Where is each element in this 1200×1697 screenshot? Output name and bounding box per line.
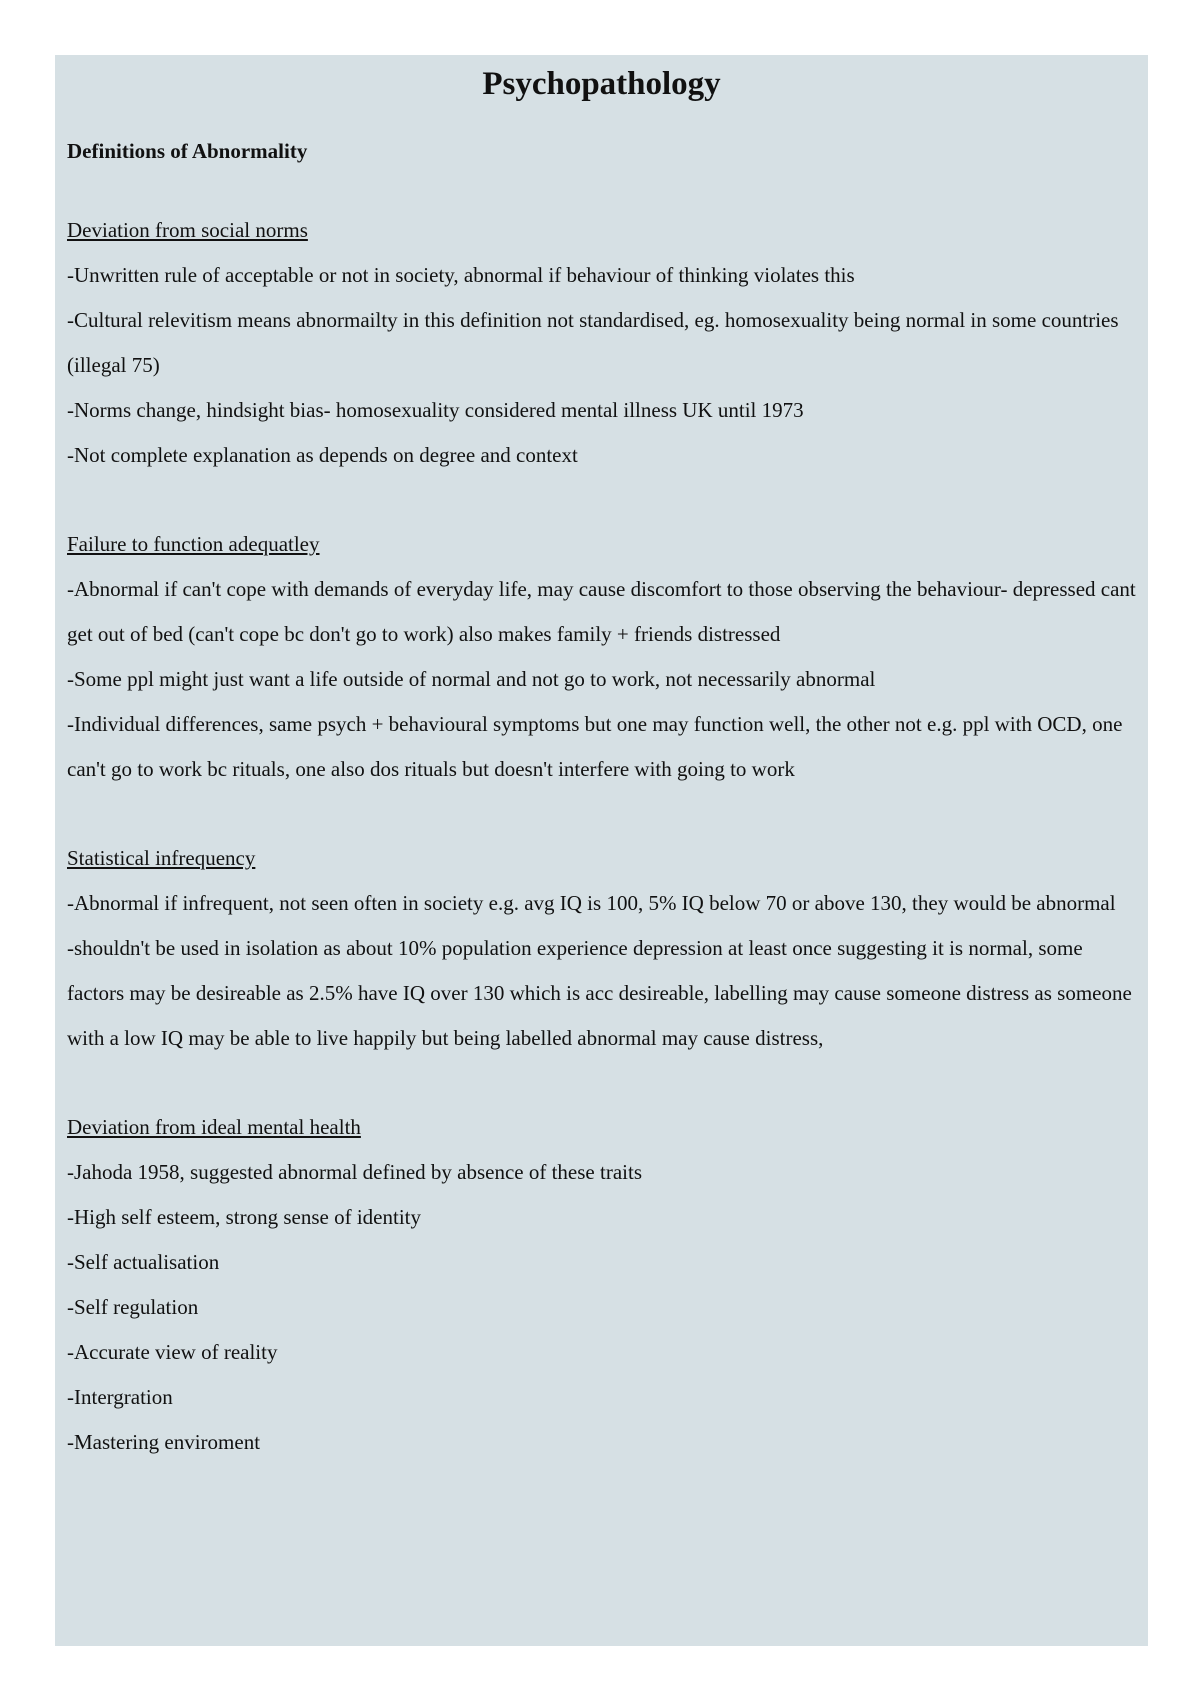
page-subtitle: Definitions of Abnormality bbox=[67, 138, 308, 163]
section-heading: Statistical infrequency bbox=[67, 845, 256, 870]
section-failure-to-function bbox=[67, 522, 1136, 792]
document-page bbox=[55, 55, 1148, 1646]
bullet-line: -Abnormal if can't cope with demands of everyday life, may cause discomfort to those observing the behaviour- depressed cant get out of bed (can't cope bc don't go to work) also makes family + friends distressed bbox=[67, 576, 1136, 646]
bullet-line: -Unwritten rule of acceptable or not in society, abnormal if behaviour of thinking violates this bbox=[67, 262, 855, 287]
bullet-line: -Some ppl might just want a life outside of normal and not go to work, not necessarily abnormal bbox=[67, 666, 876, 691]
bullet-line: -shouldn't be used in isolation as about 10% population experience depression at least once suggesting it is normal, some factors may be desireable as 2.5% have IQ over 130 which is acc desireable, labelling may cause someone distress as someone with a low IQ may be able to live happily but being labelled abnormal may cause distress, bbox=[67, 935, 1132, 1050]
bullet-line: -Self actualisation bbox=[67, 1249, 220, 1274]
page-title: Psychopathology bbox=[482, 66, 721, 102]
section-social-norms bbox=[67, 208, 1136, 478]
section-ideal-mental-health bbox=[67, 1105, 1136, 1465]
bullet-line: -Norms change, hindsight bias- homosexuality considered mental illness UK until 1973 bbox=[67, 397, 804, 422]
section-heading: Deviation from social norms bbox=[67, 217, 308, 242]
bullet-line: -High self esteem, strong sense of identity bbox=[67, 1204, 422, 1229]
bullet-line: -Individual differences, same psych + behavioural symptoms but one may function well, the other not e.g. ppl with OCD, one can't go to work bc rituals, one also dos rituals but doesn't interfere with going to work bbox=[67, 711, 1123, 781]
section-heading: Deviation from ideal mental health bbox=[67, 1114, 361, 1139]
bullet-line: -Not complete explanation as depends on degree and context bbox=[67, 442, 578, 467]
section-heading: Failure to function adequatley bbox=[67, 531, 320, 556]
section-statistical-infrequency bbox=[67, 836, 1136, 1061]
bullet-line: -Intergration bbox=[67, 1384, 173, 1409]
bullet-line: -Jahoda 1958, suggested abnormal defined by absence of these traits bbox=[67, 1159, 642, 1184]
bullet-line: -Accurate view of reality bbox=[67, 1339, 278, 1364]
bullet-line: -Self regulation bbox=[67, 1294, 199, 1319]
bullet-line: -Abnormal if infrequent, not seen often in society e.g. avg IQ is 100, 5% IQ below 70 or above 130, they would be abnormal bbox=[67, 890, 1116, 915]
bullet-line: -Cultural relevitism means abnormailty in this definition not standardised, eg. homosexuality being normal in some countries (illegal 75) bbox=[67, 307, 1119, 377]
bullet-line: -Mastering enviroment bbox=[67, 1429, 261, 1454]
